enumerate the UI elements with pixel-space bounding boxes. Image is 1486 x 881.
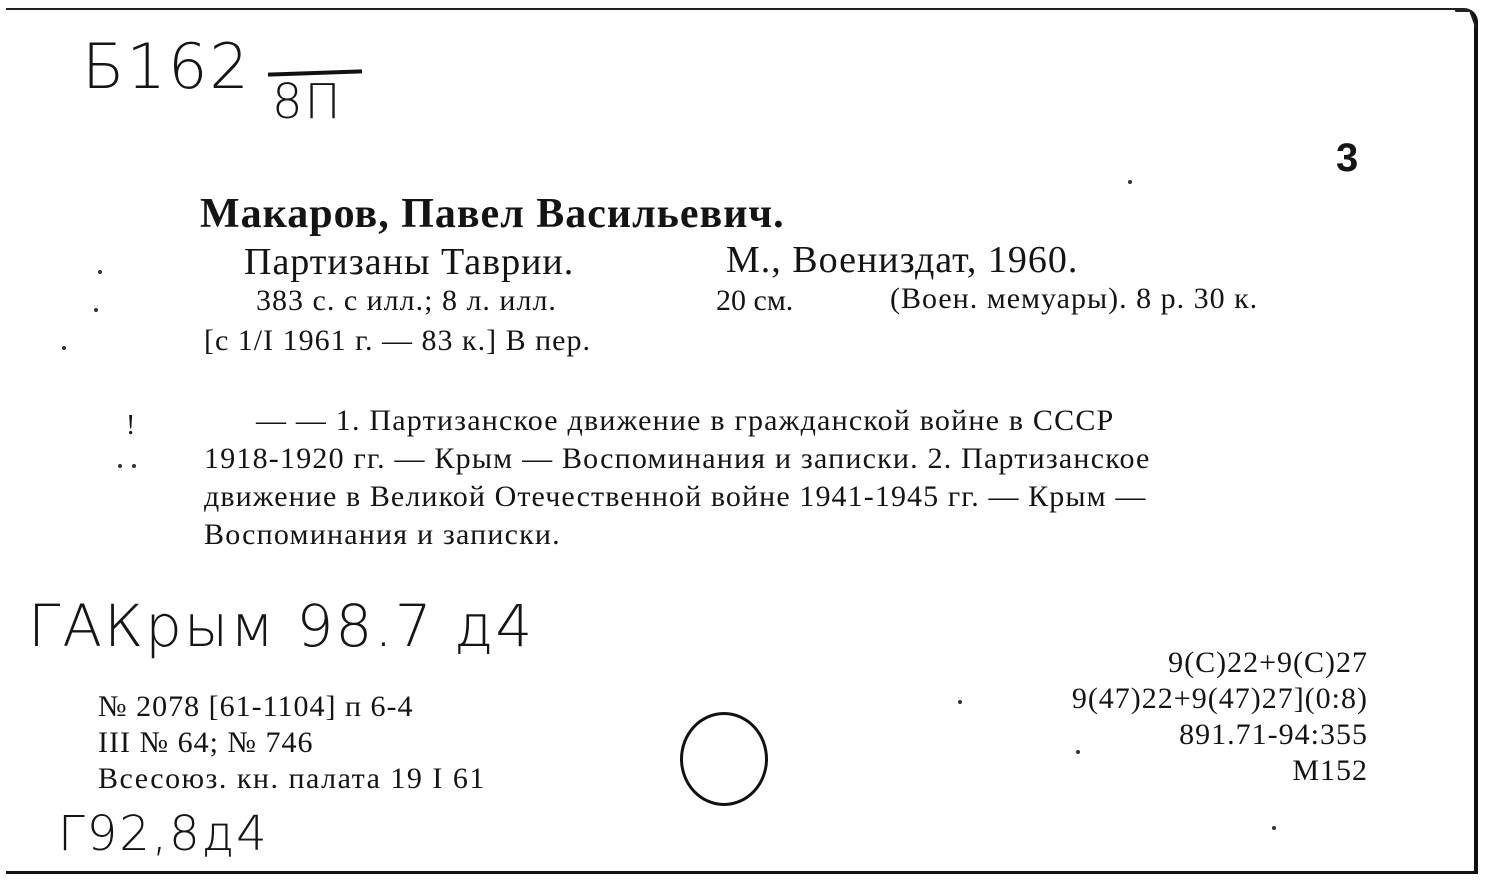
subject-line-4: Воспоминания и записки. xyxy=(204,518,561,551)
classification-line-3: 891.71-94:355 xyxy=(1179,718,1368,751)
scan-speck xyxy=(1076,750,1080,754)
record-number: № 2078 [61-1104] п 6-4 xyxy=(98,690,414,723)
scan-speck xyxy=(98,270,102,274)
scan-speck xyxy=(958,700,962,704)
margin-exclamation-mark: ! xyxy=(126,410,136,441)
subject-line-2: 1918-1920 гг. — Крым — Воспоминания и записки. 2. Партизанское xyxy=(204,442,1151,475)
punch-hole xyxy=(680,712,768,806)
record-chamber: Всесоюз. кн. палата 19 I 61 xyxy=(98,762,486,795)
scan-speck xyxy=(1272,826,1276,830)
scan-speck xyxy=(132,464,136,468)
classification-line-2: 9(47)22+9(47)27](0:8) xyxy=(1071,682,1368,715)
handwritten-shelfmark: Б162 xyxy=(82,30,251,103)
scan-speck xyxy=(62,346,66,350)
collation-pages: 383 с. с илл.; 8 л. илл. xyxy=(256,284,557,317)
imprint: М., Воениздат, 1960. xyxy=(726,239,1079,281)
subject-line-1: — — 1. Партизанское движение в гражданской войне в СССР xyxy=(256,404,1115,437)
scan-speck xyxy=(118,464,122,468)
handwritten-second-note: Г92,8д4 xyxy=(58,806,269,862)
record-register: III № 64; № 746 xyxy=(98,726,314,759)
collation-size: 20 см. xyxy=(716,284,794,317)
scan-speck xyxy=(94,308,98,312)
book-title: Партизаны Таврии. xyxy=(244,241,575,283)
handwritten-shelfmark-sub: 8П xyxy=(272,74,343,130)
classification-line-1: 9(С)22+9(С)27 xyxy=(1168,646,1368,679)
scan-speck xyxy=(1128,180,1132,184)
handwritten-archive-note: ГАКрым 98.7 д4 xyxy=(28,592,535,660)
price-note: [с 1/I 1961 г. — 83 к.] В пер. xyxy=(204,324,591,357)
classification-line-4: М152 xyxy=(1292,754,1368,787)
subject-line-3: движение в Великой Отечественной войне 1941-1945 гг. — Крым — xyxy=(204,480,1147,513)
card-number: 3 xyxy=(1336,136,1359,180)
series-and-price: (Воен. мемуары). 8 р. 30 к. xyxy=(890,282,1259,315)
author-heading: Макаров, Павел Васильевич. xyxy=(200,191,785,237)
